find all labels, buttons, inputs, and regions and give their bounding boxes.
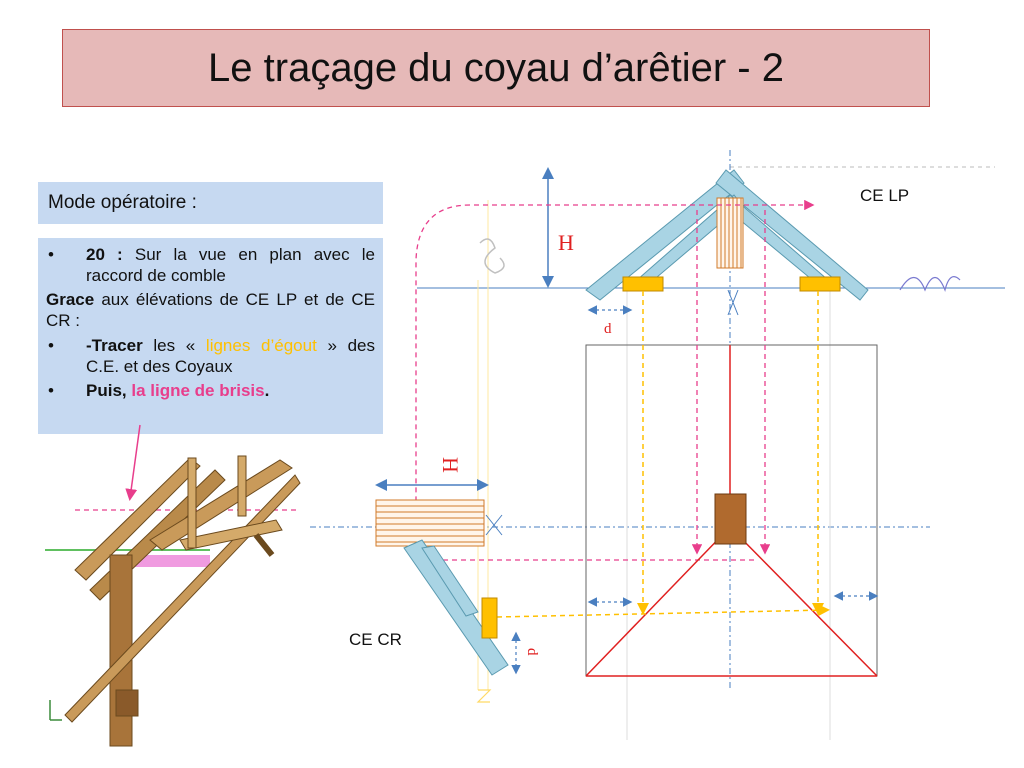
lignes-egout-highlight: lignes d’égout xyxy=(205,336,317,355)
ce-cr-elevation xyxy=(376,485,516,702)
bullet-icon: • xyxy=(48,245,54,264)
h-label-left: H xyxy=(438,457,463,473)
ce-cr-label: CE CR xyxy=(349,630,402,649)
puis-end: . xyxy=(264,381,270,400)
step-20-text: Sur la vue en plan avec le raccord de comble xyxy=(86,245,375,285)
ce-lp-label: CE LP xyxy=(860,186,910,205)
ligne-brisis-highlight: la ligne de brisis xyxy=(131,381,265,400)
step-20-number: 20 : xyxy=(86,245,123,264)
tracer-post: » des C.E. et des Coyaux xyxy=(86,336,376,376)
bullet-icon: • xyxy=(48,381,54,400)
grace-bold: Grace xyxy=(46,290,95,309)
tracer-bold: -Tracer xyxy=(86,336,143,355)
timber-3d-view xyxy=(45,425,300,746)
grace-text: aux élévations de CE LP et de CE CR : xyxy=(46,290,375,330)
h-label-top: H xyxy=(558,230,574,255)
d-label-top: d xyxy=(604,321,612,337)
egout-lines xyxy=(497,291,876,617)
bullet-icon: • xyxy=(48,336,54,355)
plan-view xyxy=(586,345,877,676)
tracer-pre: les « xyxy=(142,336,206,355)
mode-operatoire-label: Mode opératoire : xyxy=(48,192,197,213)
puis-bold: Puis, xyxy=(86,381,127,400)
page-title: Le traçage du coyau d’arêtier - 2 xyxy=(208,45,784,90)
d-label-left: d xyxy=(524,648,540,656)
